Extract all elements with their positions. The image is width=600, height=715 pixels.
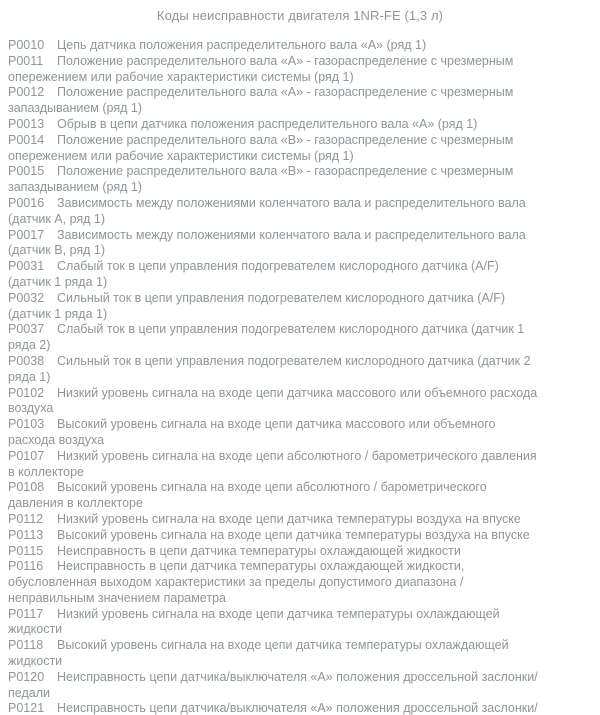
dtc-code: P0117 xyxy=(8,606,44,621)
fault-code-list xyxy=(8,38,592,715)
dtc-code: P0118 xyxy=(8,638,44,653)
dtc-description: Слабый ток в цепи управления подогревателем кислородного датчика (датчик 1 ряда 2) xyxy=(8,322,525,353)
dtc-entry xyxy=(8,354,592,386)
dtc-entry xyxy=(8,38,592,54)
dtc-description: Цепь датчика положения распределительного вала «А» (ряд 1) xyxy=(57,38,427,52)
dtc-description: Низкий уровень сигнала на входе цепи датчика массового или объемного расхода воздуха xyxy=(8,385,538,416)
dtc-entry xyxy=(8,480,592,512)
dtc-description: Сильный ток в цепи управления подогревателем кислородного датчика (датчик 2 ряда 1) xyxy=(8,353,531,384)
dtc-description: Неисправность в цепи датчика температуры охлаждающей жидкости xyxy=(57,543,461,558)
dtc-description: Высокий уровень сигнала на входе цепи абсолютного / барометрического давления в коллекторе xyxy=(8,480,487,511)
dtc-entry xyxy=(8,449,592,481)
dtc-entry xyxy=(8,512,592,528)
dtc-entry xyxy=(8,559,592,606)
dtc-code: P0120 xyxy=(8,669,45,684)
dtc-entry xyxy=(8,196,592,228)
dtc-entry xyxy=(8,386,592,418)
dtc-entry xyxy=(8,54,592,86)
dtc-entry xyxy=(8,701,592,715)
dtc-code: P0103 xyxy=(8,417,45,432)
dtc-description: Низкий уровень сигнала на входе цепи датчика температуры воздуха на впуске xyxy=(57,511,521,526)
page-title: Коды неисправности двигателя 1NR-FE (1,3 л) xyxy=(156,8,444,23)
dtc-description: Высокий уровень сигнала на входе цепи датчика температуры охлаждающей жидкости xyxy=(8,638,509,669)
dtc-description: Слабый ток в цепи управления подогревателем кислородного датчика (A/F) (датчик 1 ряда 1) xyxy=(8,259,499,289)
dtc-code: P0010 xyxy=(8,38,45,52)
dtc-entry xyxy=(8,322,592,354)
dtc-description: Положение распределительного вала «В» - газораспределение с чрезмерным опережением или рабочие характеристики системы (ряд 1) xyxy=(8,132,514,163)
dtc-description: Сильный ток в цепи управления подогревателем кислородного датчика (A/F) (датчик 1 ряда 1) xyxy=(8,290,506,321)
dtc-entry xyxy=(8,544,592,560)
dtc-code: P0112 xyxy=(8,511,44,526)
dtc-code: P0102 xyxy=(8,385,45,400)
dtc-code: P0015 xyxy=(8,164,45,179)
dtc-code: P0108 xyxy=(8,480,45,495)
dtc-description: Положение распределительного вала «А» - газораспределение с чрезмерным запаздыванием (ряд 1) xyxy=(8,85,514,116)
dtc-entry xyxy=(8,528,592,544)
dtc-entry xyxy=(8,417,592,449)
dtc-entry xyxy=(8,133,592,165)
dtc-entry xyxy=(8,117,592,133)
dtc-code: P0116 xyxy=(8,559,44,574)
dtc-description: Обрыв в цепи датчика положения распределительного вала «А» (ряд 1) xyxy=(57,116,478,131)
dtc-entry xyxy=(8,291,592,323)
dtc-code: P0115 xyxy=(8,543,44,558)
dtc-code: P0012 xyxy=(8,85,45,100)
dtc-entry xyxy=(8,607,592,639)
dtc-description: Низкий уровень сигнала на входе цепи абсолютного / барометрического давления в коллекторе xyxy=(8,448,537,479)
dtc-code: P0017 xyxy=(8,227,45,242)
dtc-entry xyxy=(8,638,592,670)
dtc-description: Неисправность цепи датчика/выключателя «А» положения дроссельной заслонки/ педали xyxy=(8,669,538,700)
dtc-description: Низкий уровень сигнала на входе цепи датчика температуры охлаждающей жидкости xyxy=(8,606,500,637)
dtc-description: Высокий уровень сигнала на входе цепи датчика массового или объемного расхода воздуха xyxy=(8,417,496,447)
dtc-code: P0011 xyxy=(8,53,44,68)
dtc-entry xyxy=(8,228,592,260)
dtc-entry xyxy=(8,164,592,196)
dtc-code: P0037 xyxy=(8,322,45,337)
dtc-description: Положение распределительного вала «А» - газораспределение с чрезмерным опережением или рабочие характеристики системы (ряд 1) xyxy=(8,53,514,84)
dtc-code: P0113 xyxy=(8,527,44,542)
dtc-description: Зависимость между положениями коленчатого вала и распределительного вала (датчик А, ряд 1) xyxy=(8,195,526,226)
dtc-code: P0107 xyxy=(8,448,45,463)
dtc-entry xyxy=(8,259,592,291)
dtc-code: P0032 xyxy=(8,290,45,305)
dtc-code: P0013 xyxy=(8,116,45,131)
dtc-description: Неисправность в цепи датчика температуры охлаждающей жидкости, обусловленная выходом характеристики за пределы допустимого диапазона / неправильным значением параметра xyxy=(8,559,465,605)
dtc-description: Неисправность цепи датчика/выключателя «А» положения дроссельной заслонки/ xyxy=(57,701,538,715)
dtc-code: P0014 xyxy=(8,132,45,147)
dtc-code: P0031 xyxy=(8,259,45,274)
dtc-description: Положение распределительного вала «В» - газораспределение с чрезмерным запаздыванием (ряд 1) xyxy=(8,164,514,195)
dtc-code: P0121 xyxy=(8,701,45,715)
dtc-entry xyxy=(8,670,592,702)
dtc-description: Зависимость между положениями коленчатого вала и распределительного вала (датчик В, ряд 1) xyxy=(8,227,526,258)
dtc-entry xyxy=(8,85,592,117)
dtc-code: P0038 xyxy=(8,353,45,368)
dtc-code: P0016 xyxy=(8,195,45,210)
dtc-description: Высокий уровень сигнала на входе цепи датчика температуры воздуха на впуске xyxy=(57,527,530,542)
